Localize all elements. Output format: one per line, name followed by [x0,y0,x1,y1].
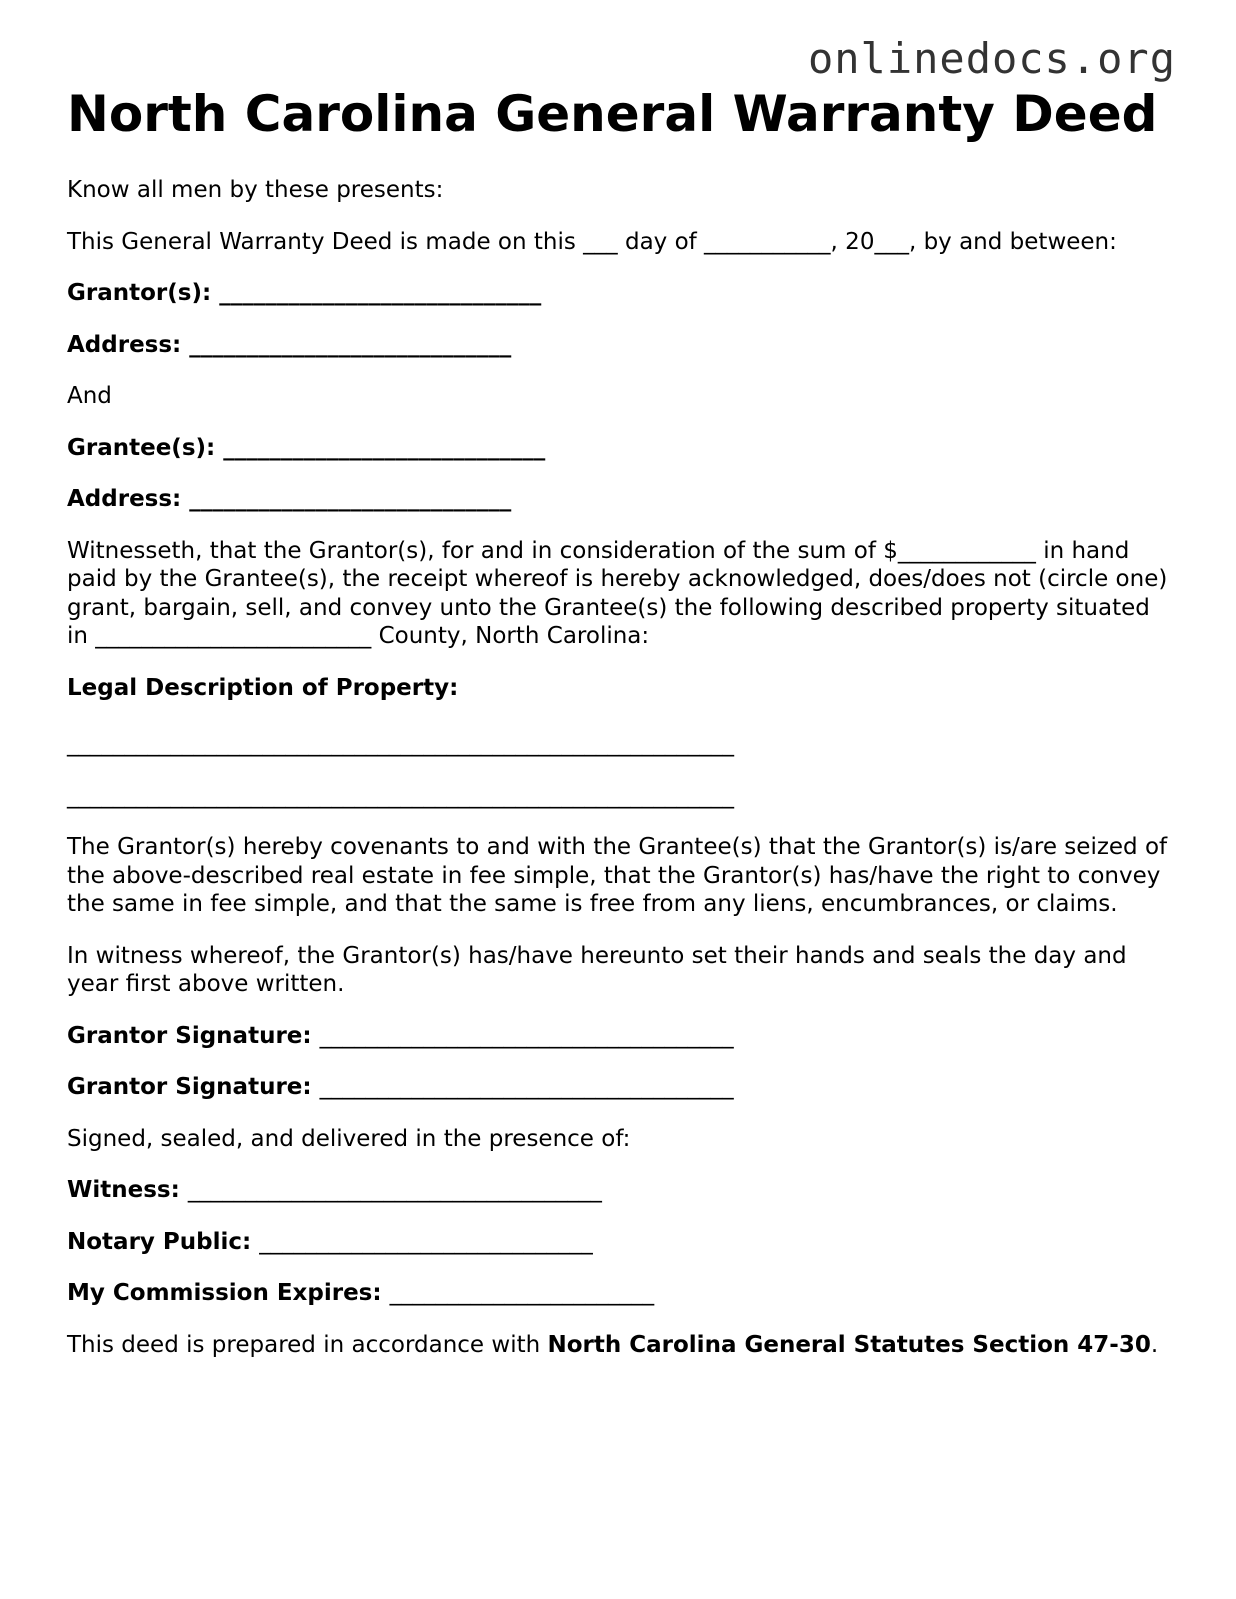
grantor-address-label: Address: [67,331,182,358]
grantor-signature-field-2 [67,1073,1177,1102]
in-witness-paragraph: In witness whereof, the Grantor(s) has/have hereunto set their hands and seals the day and year first above written. [67,942,1127,997]
grantor-address-blank: ____________________________ [189,331,512,358]
deed-document [67,84,1177,1359]
intro-text: Know all men by these presents: [67,177,444,203]
footer-prefix: This deed is prepared in accordance with [67,1331,548,1358]
presence-text: Signed, sealed, and delivered in the presence of: [67,1125,631,1152]
grantee-label: Grantee(s): [67,434,216,461]
commission-blank: _______________________ [389,1280,655,1306]
watermark: onlinedocs.org [807,34,1176,83]
grantor-blank: ____________________________ [219,280,542,306]
commission-field [67,1279,1177,1308]
witnesseth-paragraph: Witnesseth, that the Grantor(s), for and in consideration of the sum of $____________ in hand paid by the Grantee(s), the receipt whereof is hereby acknowledged, does/does not (circle one) grant, bargain, sell, and convey unto the Grantee(s) the following described property situated in ________________________ County, North Carolina: [67,537,1168,649]
legal-description-line-1: __________________________________________________________ [67,731,734,757]
grantor-address-field [67,331,1177,360]
grantor-signature-label-1: Grantor Signature: [67,1022,312,1049]
notary-blank: _____________________________ [259,1228,593,1255]
witness-label: Witness: [67,1177,180,1203]
made-on-text: This General Warranty Deed is made on this ___ day of ___________, 20___, by and between: [67,228,1117,255]
grantee-field [67,434,1177,463]
witness-field [67,1176,1177,1205]
page-title: North Carolina General Warranty Deed [67,85,1158,143]
grantee-blank: ____________________________ [223,434,546,461]
commission-label: My Commission Expires: [67,1280,382,1306]
grantor-field [67,279,1177,308]
footer-statute-text [67,1331,1177,1360]
grantor-signature-blank-2: ____________________________________ [319,1074,734,1100]
grantor-signature-blank-1: ____________________________________ [319,1022,734,1049]
footer-suffix: . [1150,1331,1159,1358]
grantor-label: Grantor(s): [67,280,212,306]
grantee-address-blank: ____________________________ [189,486,512,512]
grantor-signature-label-2: Grantor Signature: [67,1074,312,1100]
notary-field [67,1228,1177,1257]
legal-description-label: Legal Description of Property: [67,674,459,701]
notary-label: Notary Public: [67,1228,252,1255]
legal-description-line-2: __________________________________________________________ [67,782,734,809]
covenant-paragraph: The Grantor(s) hereby covenants to and with the Grantee(s) that the Grantor(s) is/are seized of the above-described real estate in fee simple, that the Grantor(s) has/have the right to convey the same in fee simple, and that the same is free from any liens, encumbrances, or claims. [67,834,1168,917]
and-text: And [67,383,112,409]
witness-blank: ____________________________________ [187,1177,602,1203]
grantee-address-label: Address: [67,486,182,512]
grantee-address-field [67,485,1177,514]
grantor-signature-field-1 [67,1022,1177,1051]
footer-statute: North Carolina General Statutes Section 47-30 [547,1331,1151,1358]
